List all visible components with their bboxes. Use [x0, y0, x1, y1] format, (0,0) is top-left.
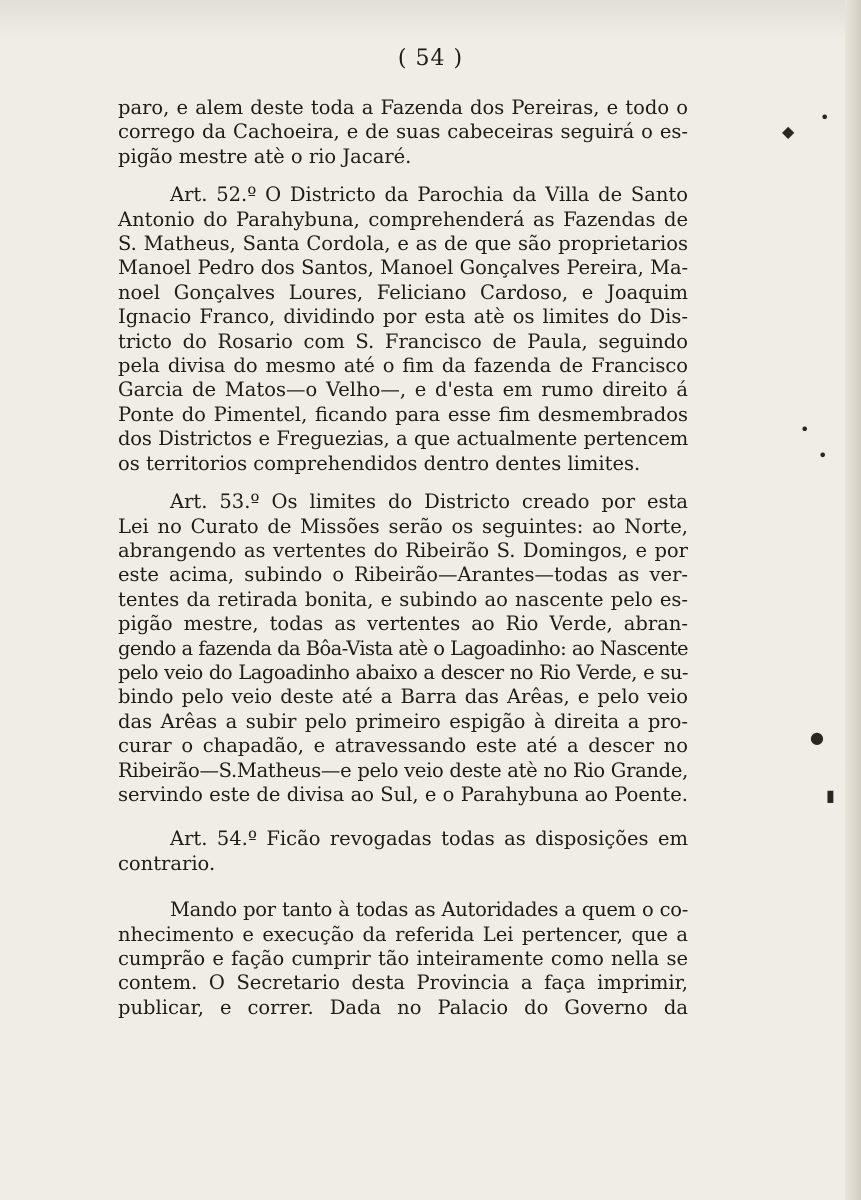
text-line: Lei no Curato de Missões serão os seguintes: ao Norte, — [118, 514, 688, 538]
page-shadow — [0, 0, 861, 40]
ink-mark: ▮ — [826, 786, 835, 805]
text-line: nhecimento e execução da referida Lei pertencer, que a — [118, 922, 688, 946]
text-line: Ignacio Franco, dividindo por esta atè os limites do Dis- — [118, 305, 688, 329]
text-line: pelo veio do Lagoadinho abaixo a descer no Rio Verde, e su- — [118, 660, 688, 684]
text-line: publicar, e correr. Dada no Palacio do Governo da — [118, 995, 688, 1019]
text-line: este acima, subindo o Ribeirão—Arantes—todas as ver- — [118, 563, 688, 587]
text-line: Art. 52.º O Districto da Parochia da Villa de Santo — [170, 183, 688, 207]
ink-mark: • — [820, 108, 830, 127]
ink-mark: ● — [810, 728, 824, 747]
text-line: cumprão e fação cumprir tão inteiramente como nella se — [118, 947, 688, 970]
text-line: gendo a fazenda da Bôa-Vista atè o Lagoadinho: ao Nascente — [118, 636, 688, 660]
text-line: Manoel Pedro dos Santos, Manoel Gonçalves Pereira, Ma- — [118, 256, 688, 280]
page-edge — [845, 0, 861, 1200]
ink-mark: • — [818, 446, 828, 465]
text-line: pela divisa do mesmo até o fim da fazenda de Francisco — [118, 354, 688, 378]
text-line: S. Matheus, Santa Cordola, e as de que são proprietarios — [118, 232, 688, 256]
ink-mark: • — [800, 420, 810, 439]
page-body — [118, 96, 688, 1020]
text-line: tricto do Rosario com S. Francisco de Paula, seguindo — [118, 329, 688, 353]
text-line: paro, e alem deste toda a Fazenda dos Pereiras, e todo o — [118, 96, 688, 119]
text-line: Mando por tanto à todas as Autoridades a quem o co- — [170, 898, 688, 922]
paragraph-continuation — [118, 96, 688, 169]
text-line: noel Gonçalves Loures, Feliciano Cardoso, e Joaquim — [118, 280, 688, 304]
ink-mark: ◆ — [782, 122, 795, 141]
text-line: contem. O Secretario desta Provincia a faça imprimir, — [118, 971, 688, 995]
text-line: tentes da retirada bonita, e subindo ao nascente pelo es- — [118, 587, 688, 611]
text-line: dos Districtos e Freguezias, a que actualmente pertencem — [118, 427, 688, 451]
paragraph-art-52 — [118, 183, 688, 476]
text-line: pigão mestre atè o rio Jacaré. — [118, 144, 412, 168]
text-line: Art. 53.º Os limites do Districto creado por esta — [170, 490, 688, 514]
text-line: corrego da Cachoeira, e de suas cabeceiras seguirá o es- — [118, 120, 688, 144]
text-line: pigão mestre, todas as vertentes ao Rio Verde, abran- — [118, 612, 688, 636]
text-line: Art. 54.º Ficão revogadas todas as disposições em — [170, 827, 688, 851]
text-line: Ribeirão—S.Matheus—e pelo veio deste atè no Rio Grande, — [118, 758, 688, 782]
text-line: curar o chapadão, e atravessando este até a descer no — [118, 734, 688, 758]
paragraph-art-54 — [118, 827, 688, 876]
text-line: servindo este de divisa ao Sul, e o Parahybuna ao Poente. — [118, 782, 688, 806]
text-line: das Arêas a subir pelo primeiro espigão à direita a pro- — [118, 709, 688, 733]
text-line: contrario. — [118, 851, 216, 875]
paragraph-mando — [118, 898, 688, 1020]
page-number: ( 54 ) — [397, 46, 464, 71]
text-line: Antonio do Parahybuna, comprehenderá as Fazendas de — [118, 207, 688, 231]
text-line: os territorios comprehendidos dentro dentes limites. — [118, 451, 641, 475]
text-line: bindo pelo veio deste até a Barra das Arêas, e pelo veio — [118, 685, 688, 709]
text-line: Garcia de Matos—o Velho—, e d'esta em rumo direito á — [118, 378, 688, 402]
text-line: Ponte do Pimentel, ficando para esse fim desmembrados — [118, 402, 688, 426]
paragraph-art-53 — [118, 490, 688, 807]
text-line: abrangendo as vertentes do Ribeirão S. Domingos, e por — [118, 538, 688, 562]
